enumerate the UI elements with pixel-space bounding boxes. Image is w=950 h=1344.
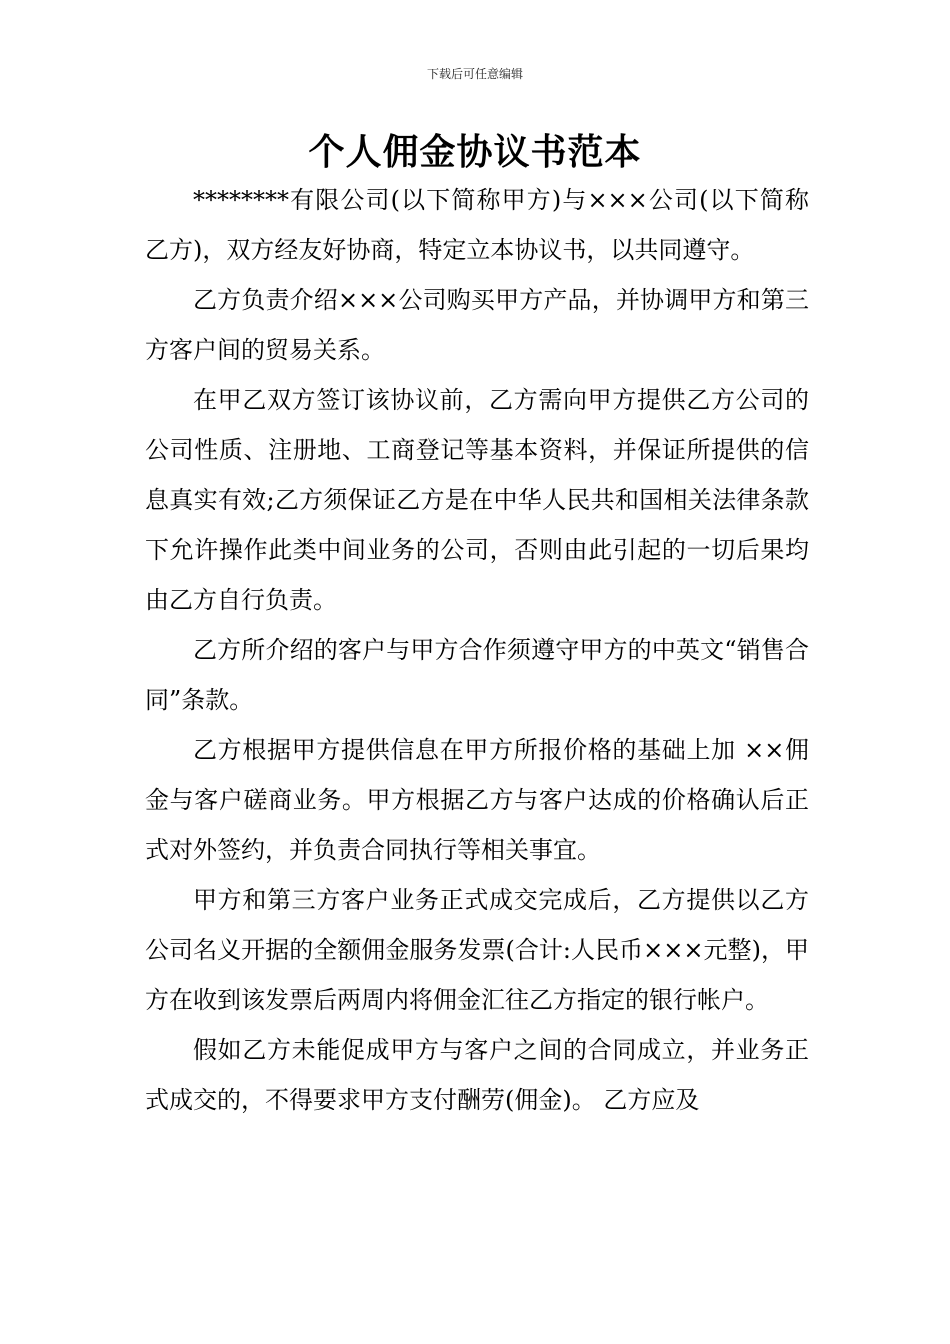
paragraph-introduction: 乙方负责介绍×××公司购买甲方产品，并协调甲方和第三方客户间的贸易关系。 — [145, 286, 809, 364]
paragraph-commission-pricing: 乙方根据甲方提供信息在甲方所报价格的基础上加 ××佣金与客户磋商业务。甲方根据乙方与客户达成的价格确认后正式对外签约，并负责合同执行等相关事宜。 — [145, 736, 809, 864]
paragraph-sales-contract: 乙方所介绍的客户与甲方合作须遵守甲方的中英文“销售合同”条款。 — [145, 636, 809, 714]
document-title: 个人佣金协议书范本 — [308, 131, 642, 173]
paragraph-parties: ********有限公司(以下简称甲方)与×××公司(以下简称乙方)，双方经友好协商，特定立本协议书，以共同遵守。 — [145, 186, 809, 264]
header-note: 下载后可任意编辑 — [426, 67, 523, 81]
paragraph-no-deal: 假如乙方未能促成甲方与客户之间的合同成立，并业务正式成交的，不得要求甲方支付酬劳(佣金)。 乙方应及 — [145, 1036, 809, 1114]
paragraph-commission-payment: 甲方和第三方客户业务正式成交完成后，乙方提供以乙方公司名义开据的全额佣金服务发票(合计:人民币×××元整)，甲方在收到该发票后两周内将佣金汇往乙方指定的银行帐户。 — [145, 886, 809, 1014]
agreement-body — [145, 175, 809, 1125]
paragraph-company-info: 在甲乙双方签订该协议前，乙方需向甲方提供乙方公司的公司性质、注册地、工商登记等基本资料，并保证所提供的信息真实有效;乙方须保证乙方是在中华人民共和国相关法律条款下允许操作此类中间业务的公司，否则由此引起的一切后果均由乙方自行负责。 — [145, 386, 809, 614]
